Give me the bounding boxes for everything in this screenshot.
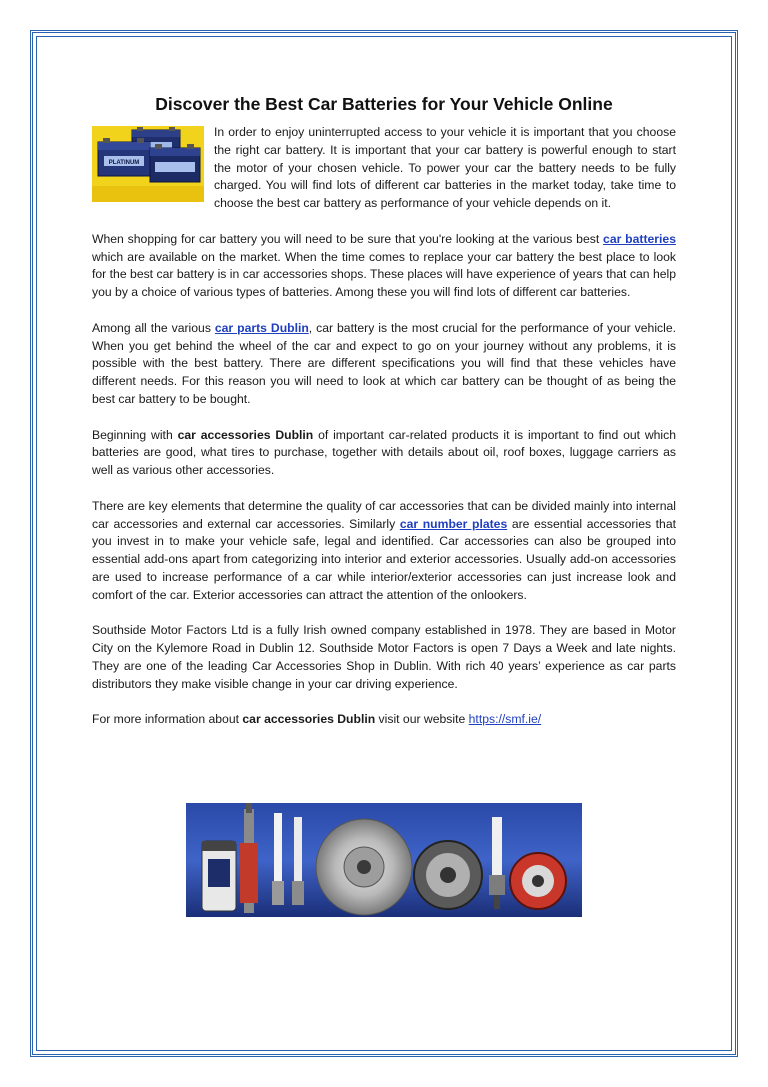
- car-batteries-image: [92, 126, 204, 202]
- belt-wheel-part: [414, 841, 482, 909]
- paragraph-company: Southside Motor Factors Ltd is a fully Irish owned company established in 1978. They are based in Motor City on the Kylemore Road in Dublin 12. Southside Motor Factors is open 7 Days a Week and late nights. They are one of the leading Car Accessories Shop in Dublin. With rich 40 years’ experience as car parts distributors they make visible change in your car driving experience.: [92, 623, 676, 691]
- oil-filter-part: [202, 841, 236, 911]
- website-link[interactable]: https://smf.ie/: [468, 712, 542, 727]
- car-number-plates-link[interactable]: car number plates: [399, 516, 508, 531]
- paragraph-more-info: For more information about car accessories Dublin visit our website https://smf.ie/: [92, 712, 542, 727]
- intro-text: In order to enjoy uninterrupted access to your vehicle it is important that you choose the right car battery. It is important that your car battery is powerful enough to start the motor of your chosen vehicle. To power your car the battery needs to be fully charged. You will find lots of different car batteries in the market today, take time to choose the best car battery as performance of your vehicle depends on it.: [214, 125, 676, 211]
- battery-brand-label: PLATINUM: [108, 160, 140, 166]
- intro-paragraph: [92, 124, 676, 213]
- more-info-bold-term: car accessories Dublin: [242, 712, 376, 727]
- paragraph-key-elements: There are key elements that determine the quality of car accessories that can be divided mainly into internal car accessories and external car accessories. Similarly car number plates are essential accessories that you invest in to make your vehicle safe, legal and identified. Car accessories can also be grouped into essential add-ons apart from categorizing into interior and exterior accessories. Usually add-on accessories are used to increase performance of a car while interior/exterior accessories can just increase look and comfort of the car. Exterior accessories can attract the attention of the onlookers.: [92, 498, 676, 602]
- accessories-bold-term: car accessories Dublin: [177, 427, 314, 442]
- car-parts-banner-image: [186, 803, 582, 917]
- paragraph-shopping: When shopping for car battery you will need to be sure that you're looking at the various best car batteries which are available on the market. When the time comes to replace your car battery the best place to look for the best car battery is in car accessories shops. These places will have experience of years that can help you by a choice of various types of batteries. Among these you will find lots of different car batteries.: [92, 231, 676, 300]
- car-batteries-link[interactable]: car batteries: [603, 231, 676, 246]
- document-title: Discover the Best Car Batteries for Your Vehicle Online: [155, 94, 613, 114]
- brake-disc-part: [316, 819, 412, 915]
- battery-left: [98, 138, 150, 176]
- document-body: [92, 93, 676, 747]
- battery-right: [150, 144, 200, 182]
- car-parts-dublin-link[interactable]: car parts Dublin: [214, 320, 309, 335]
- pulley-part: [510, 853, 566, 909]
- paragraph-car-parts: Among all the various car parts Dublin, car battery is the most crucial for the performance of your vehicle. When you get behind the wheel of the car and expect to go on your journey without any problems, it is possible with the best battery. There are different specifications you will find that these vehicles have different needs. For this reason you will need to look at which car battery can be thought of as being the best car battery to be bought.: [92, 320, 676, 406]
- paragraph-accessories: Beginning with car accessories Dublin of important car-related products it is important to find out which batteries are good, what tires to purchase, together with details about oil, roof boxes, luggage carriers as well as various other accessories.: [92, 427, 677, 478]
